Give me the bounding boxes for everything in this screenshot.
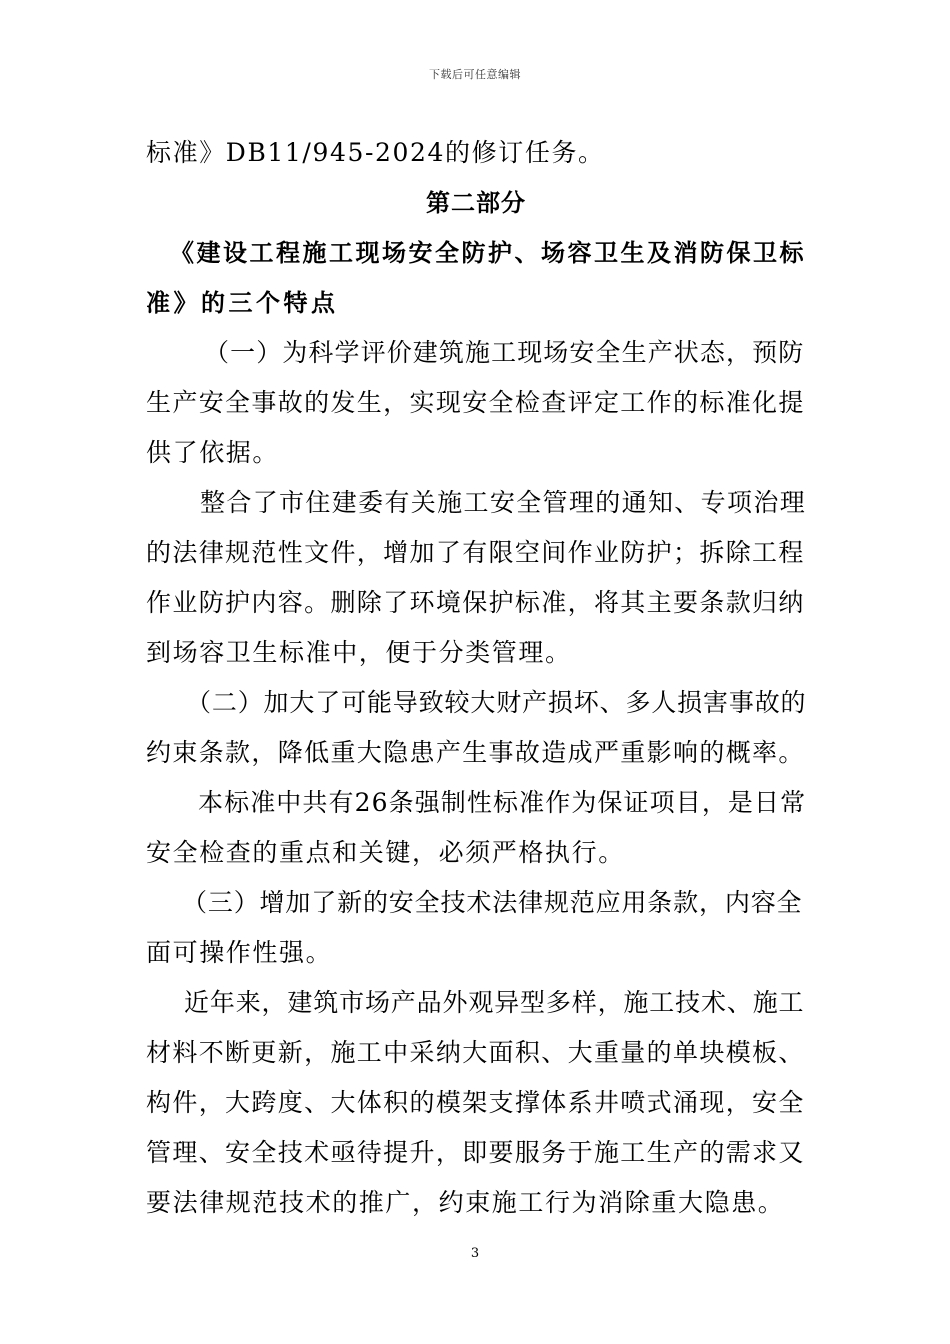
page-header: 下载后可任意编辑 [429,68,521,81]
paragraph-line: （三）增加了新的安全技术法律规范应用条款，内容全 [182,888,803,917]
paragraph-line: 作业防护内容。删除了环境保护标准，将其主要条款归纳 [146,588,805,617]
paragraph-line: 安全检查的重点和关键，必须严格执行。 [146,838,625,867]
paragraph-line: 本标准中共有26条强制性标准作为保证项目，是日常 [198,788,807,817]
paragraph-line: （一）为科学评价建筑施工现场安全生产状态，预防 [204,338,805,367]
paragraph-line: 到场容卫生标准中，便于分类管理。 [146,638,572,667]
paragraph-line: 整合了市住建委有关施工安全管理的通知、专项治理 [200,488,807,517]
paragraph-line: 材料不断更新，施工中采纳大面积、大重量的单块模板、 [146,1038,805,1067]
paragraph-line: 构件，大跨度、大体积的模架支撑体系井喷式涌现，安全 [146,1088,805,1117]
paragraph-line: 标准》DB11/945-2024的修订任务。 [146,138,605,167]
section-heading: 第二部分 [426,189,526,217]
paragraph-line: （二）加大了可能导致较大财产损坏、多人损害事故的 [186,688,807,717]
standard-title-line: 《建设工程施工现场安全防护、场容卫生及消防保卫标 [170,239,806,267]
paragraph-line: 管理、安全技术亟待提升，即要服务于施工生产的需求又 [146,1138,805,1167]
paragraph-line: 的法律规范性文件，增加了有限空间作业防护；拆除工程 [146,538,805,567]
paragraph-line: 约束条款，降低重大隐患产生事故造成严重影响的概率。 [146,738,805,767]
paragraph-line: 近年来，建筑市场产品外观异型多样，施工技术、施工 [184,988,805,1017]
standard-title-line: 准》的三个特点 [146,289,339,317]
page-number: 3 [470,1246,480,1261]
paragraph-line: 要法律规范技术的推广，约束施工行为消除重大隐患。 [146,1188,785,1217]
paragraph-line: 面可操作性强。 [146,938,333,967]
paragraph-line: 供了依据。 [146,438,280,467]
paragraph-line: 生产安全事故的发生，实现安全检查评定工作的标准化提 [146,388,805,417]
document-body [146,128,806,1228]
